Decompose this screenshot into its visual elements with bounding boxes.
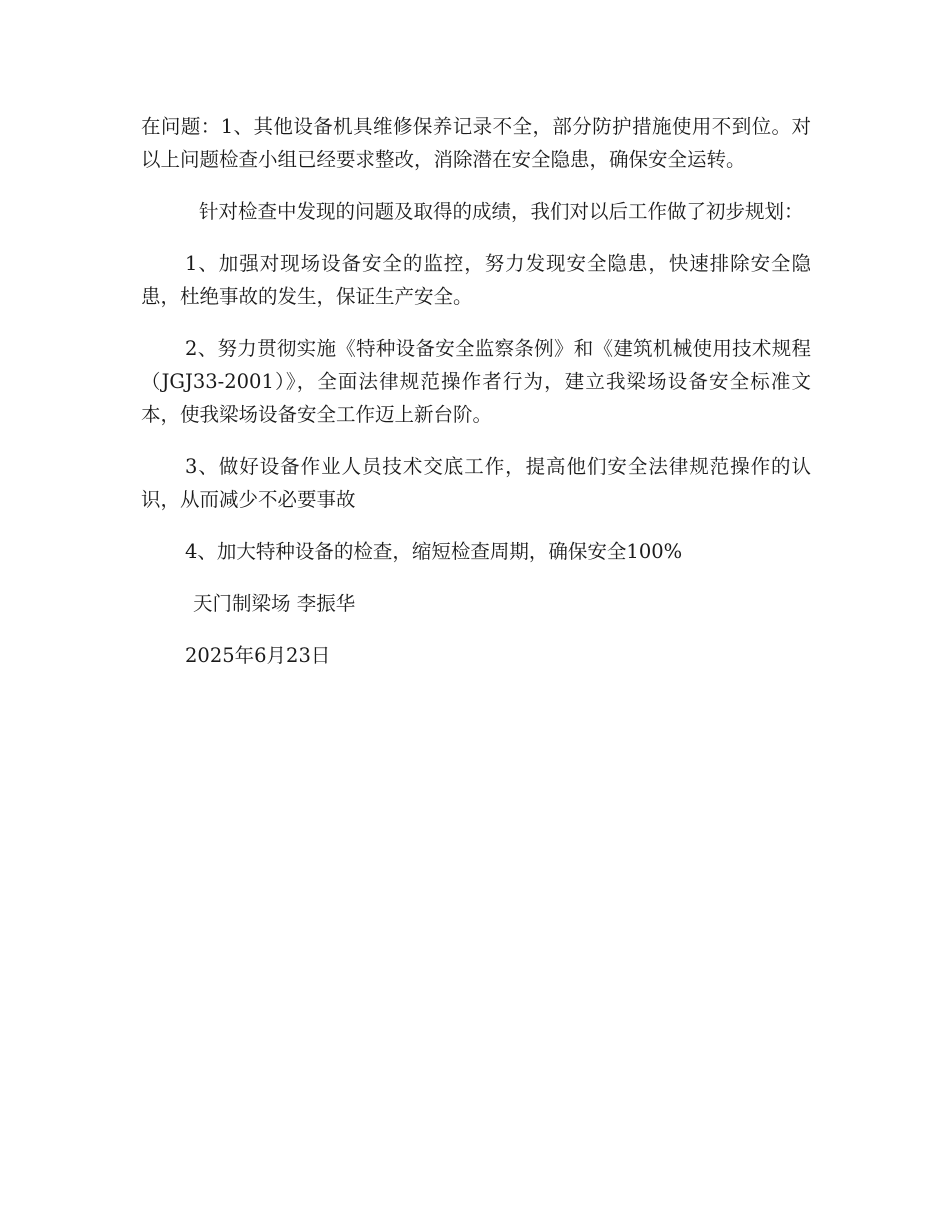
paragraph-issues: 在问题：1、其他设备机具维修保养记录不全，部分防护措施使用不到位。对以上问题检查小组已经要求整改，消除潜在安全隐患，确保安全运转。 <box>141 115 811 171</box>
paragraph-plan-item-1: 1、加强对现场设备安全的监控，努力发现安全隐患，快速排除安全隐患，杜绝事故的发生，保证生产安全。 <box>141 252 811 308</box>
paragraph-plan-item-4: 4、加大特种设备的检查，缩短检查周期，确保安全100% <box>185 540 683 563</box>
document-body <box>141 110 811 672</box>
signature-org: 天门制梁场 李振华 <box>193 592 356 615</box>
paragraph-plan-item-3: 3、做好设备作业人员技术交底工作，提高他们安全法律规范操作的认识，从而减少不必要事故 <box>141 455 811 511</box>
paragraph-plan-intro: 针对检查中发现的问题及取得的成绩，我们对以后工作做了初步规划： <box>199 200 804 223</box>
paragraph-plan-item-2: 2、努力贯彻实施《特种设备安全监察条例》和《建筑机械使用技术规程（JGJ33-2001）》，全面法律规范操作者行为，建立我梁场设备安全标准文本，使我梁场设备安全工作迈上新台阶。 <box>141 337 811 426</box>
signature-date: 2025年6月23日 <box>185 644 331 667</box>
